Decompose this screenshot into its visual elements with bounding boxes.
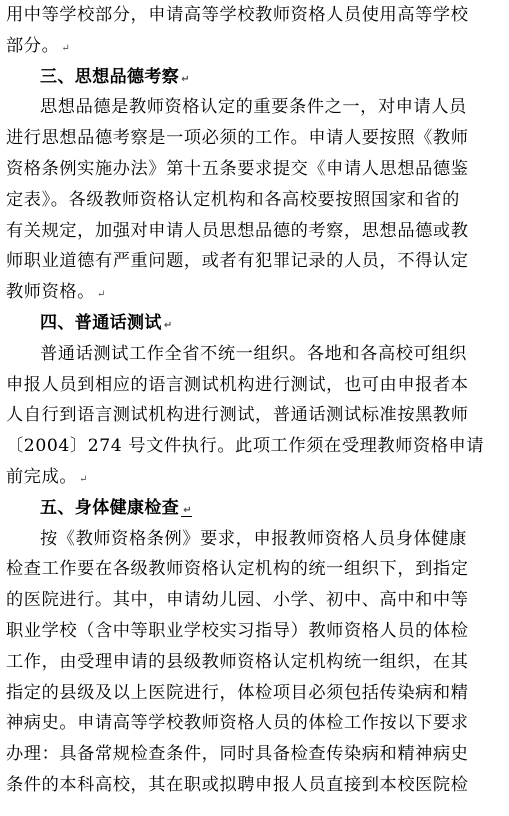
- line-text: 指定的县级及以上医院进行，体检项目必须包括传染病和精: [6, 682, 469, 703]
- text-line: [6, 92, 503, 123]
- paragraph-return-icon: ↵: [181, 73, 190, 85]
- text-line: [6, 770, 503, 801]
- paragraph-return-icon: ↵: [61, 42, 70, 54]
- line-text: 〔2004〕274 号文件执行。此项工作须在受理教师资格申请: [6, 436, 485, 457]
- line-text: 检查工作要在各级教师资格认定机构的统一组织下，到指定: [6, 559, 469, 580]
- text-line: [6, 524, 503, 555]
- line-text: 的医院进行。其中，申请幼儿园、小学、初中、高中和中等: [6, 590, 469, 611]
- line-text: 有关规定，加强对申请人员思想品德的考察，思想品德或教: [6, 220, 469, 241]
- section-heading: [6, 493, 503, 524]
- text-line: [6, 647, 503, 678]
- text-line: [6, 678, 503, 709]
- line-text: 定表》。各级教师资格认定机构和各高校要按照国家和省的: [6, 189, 460, 210]
- line-text: 神病史。申请高等学校教师资格人员的体检工作按以下要求: [6, 713, 469, 734]
- line-text: 人自行到语言测试机构进行测试，普通话测试标准按黑教师: [6, 405, 469, 426]
- line-text: 工作，由受理申请的县级教师资格认定机构统一组织，在其: [6, 651, 469, 672]
- text-line: [6, 123, 503, 154]
- line-text: 普通话测试工作全省不统一组织。各地和各高校可组织: [40, 343, 467, 364]
- text-line: [6, 554, 503, 585]
- text-line: [6, 277, 503, 308]
- paragraph-return-icon: ↵: [96, 289, 106, 301]
- line-text: 部分。: [6, 35, 60, 56]
- paragraph-return-icon: ↵: [163, 319, 173, 331]
- line-text: 条件的本科高校，其在职或拟聘申报人员直接到本校医院检: [6, 774, 469, 795]
- line-text: 思想品德是教师资格认定的重要条件之一，对申请人员: [40, 97, 467, 118]
- text-line: [6, 739, 503, 770]
- text-line: [6, 216, 503, 247]
- line-text: 前完成。: [6, 466, 78, 487]
- text-line: [6, 370, 503, 401]
- text-line: [6, 400, 503, 431]
- text-line: [6, 154, 503, 185]
- text-line: [6, 339, 503, 370]
- line-text: 办理：具备常规检查条件，同时具备检查传染病和精神病史: [6, 744, 469, 765]
- line-text: 申报人员到相应的语言测试机构进行测试，也可由申报者本: [6, 374, 469, 395]
- text-line: [6, 246, 503, 277]
- text-line: [6, 31, 503, 62]
- line-text: 五、身体健康检查: [40, 497, 180, 518]
- paragraph-return-icon: ↵: [79, 473, 88, 485]
- line-text: 四、普通话测试: [40, 312, 162, 333]
- line-text: 师职业道德有严重问题，或者有犯罪记录的人员，不得认定: [6, 251, 469, 272]
- text-line: [6, 0, 503, 31]
- text-line: [6, 585, 503, 616]
- line-text: 三、思想品德考察: [40, 66, 180, 87]
- text-line: [6, 462, 503, 493]
- line-text: 用中等学校部分，申请高等学校教师资格人员使用高等学校: [6, 5, 469, 25]
- text-line: [6, 185, 503, 216]
- text-line: [6, 616, 503, 647]
- line-text: 职业学校（含中等职业学校实习指导）教师资格人员的体检: [6, 620, 469, 641]
- document-page: [6, 0, 503, 801]
- text-line: [6, 431, 503, 462]
- line-text: 资格条例实施办法》第十五条要求提交《申请人思想品德鉴: [6, 158, 469, 179]
- line-text: 按《教师资格条例》要求，申报教师资格人员身体健康: [40, 528, 467, 549]
- section-heading: [6, 62, 503, 93]
- line-text: 进行思想品德考察是一项必须的工作。申请人要按照《教师: [6, 128, 469, 149]
- text-line: [6, 708, 503, 739]
- section-heading: [6, 308, 503, 339]
- paragraph-return-icon: ↵: [183, 504, 192, 516]
- line-text: 教师资格。: [6, 282, 95, 303]
